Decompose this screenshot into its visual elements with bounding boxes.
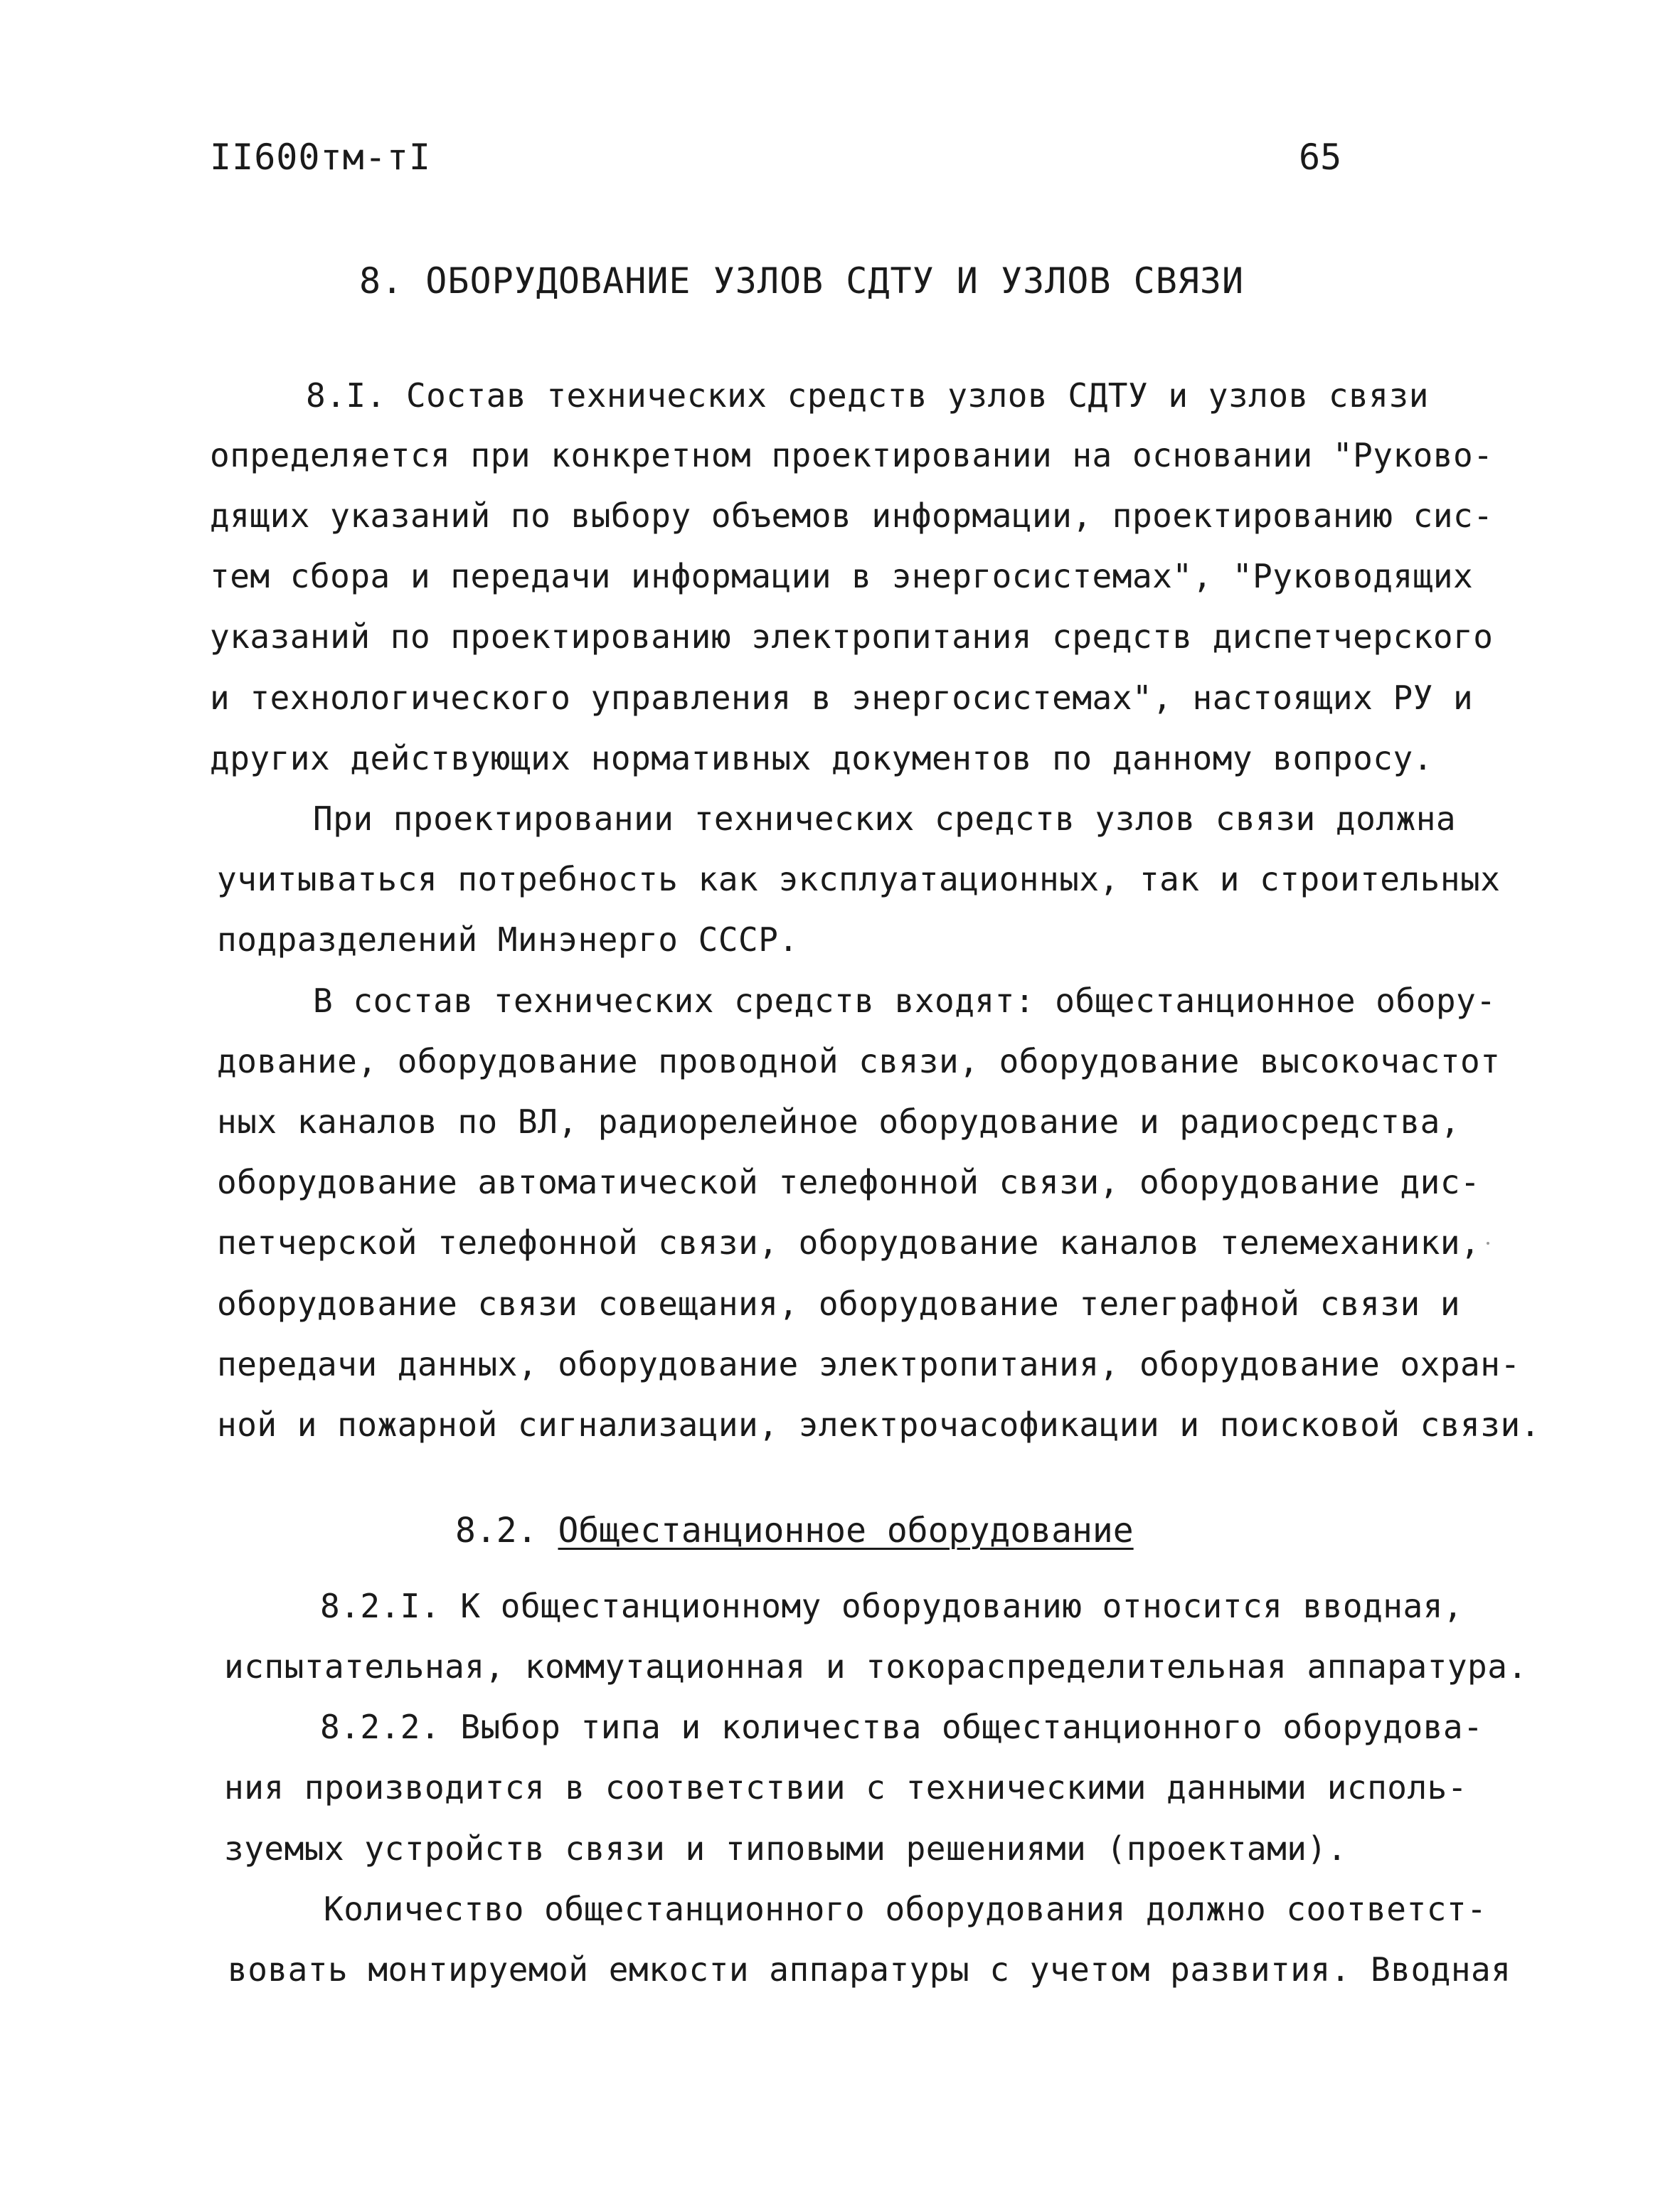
text-line: 8.2.I. К общестанционному оборудованию относится вводная, <box>320 1587 1464 1625</box>
text-line: других действующих нормативных документов по данному вопросу. <box>210 739 1433 777</box>
text-line: и технологического управления в энергосистемах", настоящих РУ и <box>210 679 1474 717</box>
page-number: 65 <box>1299 137 1342 178</box>
text-line: дование, оборудование проводной связи, оборудование высокочастот <box>217 1042 1501 1080</box>
text-line: учитываться потребность как эксплуатационных, так и строительных <box>217 860 1501 898</box>
text-line: 8.I. Состав технических средств узлов СДТУ и узлов связи <box>306 376 1429 415</box>
text-line: В состав технических средств входят: общестанционное обору- <box>313 982 1496 1020</box>
section-title: 8. ОБОРУДОВАНИЕ УЗЛОВ СДТУ И УЗЛОВ СВЯЗИ <box>359 260 1245 302</box>
subsection-number: 8.2. <box>455 1511 538 1551</box>
text-line: вовать монтируемой емкости аппаратуры с учетом развития. Вводная <box>228 1950 1511 1989</box>
text-line: тем сбора и передачи информации в энергосистемах", "Руководящих <box>210 557 1474 595</box>
text-line: испытательная, коммутационная и токораспределительная аппаратура. <box>224 1647 1528 1686</box>
text-line: зуемых устройств связи и типовыми решениями (проектами). <box>224 1829 1347 1868</box>
text-line: определяется при конкретном проектировании на основании "Руково- <box>210 436 1494 474</box>
text-line: подразделений Минэнерго СССР. <box>217 920 799 959</box>
text-line: оборудование автоматической телефонной связи, оборудование дис- <box>217 1163 1481 1201</box>
text-line: оборудование связи совещания, оборудование телеграфной связи и <box>217 1285 1461 1323</box>
subsection-title-text: Общестанционное оборудование <box>558 1511 1134 1551</box>
text-line: 8.2.2. Выбор типа и количества общестанционного оборудова- <box>320 1708 1484 1746</box>
text-line: ных каналов по ВЛ, радиорелейное оборудование и радиосредства, <box>217 1102 1461 1141</box>
text-line: ной и пожарной сигнализации, электрочасофикации и поисковой связи. <box>217 1405 1541 1444</box>
text-line: указаний по проектированию электропитания средств диспетчерского <box>210 617 1494 656</box>
text-line: Количество общестанционного оборудования должно соответст- <box>324 1890 1487 1928</box>
subsection-title <box>455 1511 1134 1551</box>
text-line: передачи данных, оборудование электропитания, оборудование охран- <box>217 1345 1521 1383</box>
text-line: дящих указаний по выбору объемов информации, проектированию сис- <box>210 496 1494 535</box>
text-line: петчерской телефонной связи, оборудование каналов телемеханики, <box>217 1223 1481 1262</box>
text-line: ния производится в соответствии с техническими данными исполь- <box>224 1768 1468 1807</box>
text-line: При проектировании технических средств узлов связи должна <box>313 799 1457 838</box>
document-code: II600тм-тI <box>210 137 432 178</box>
scan-speck <box>1487 1242 1489 1245</box>
